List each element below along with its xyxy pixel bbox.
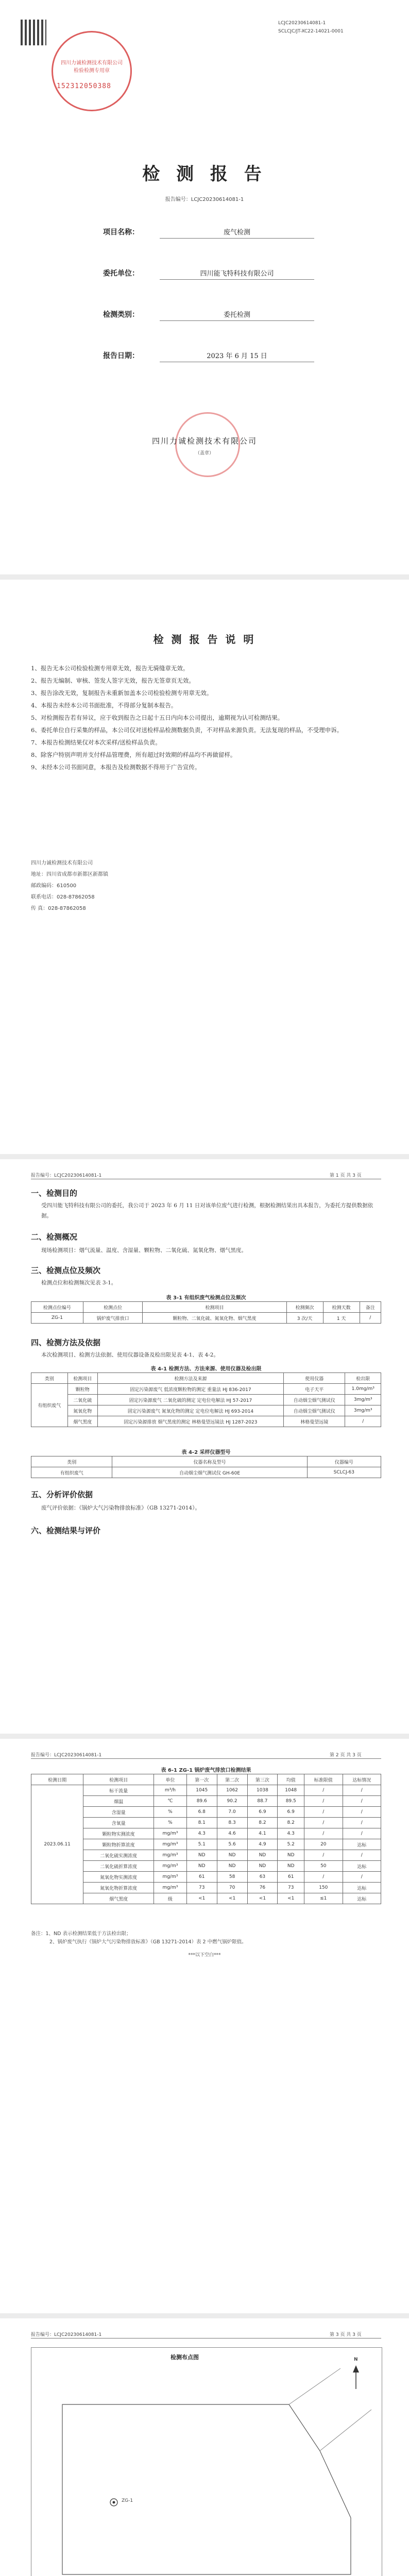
section-4-text: 本次检测项目、检测方法依据、使用仪器设备及检出限见表 4-1、表 4-2。 [41, 1352, 219, 1358]
section-2-text: 现场检测项目：烟气流量、温度、含湿量、颗粒物、二氧化硫、氮氧化物、烟气黑度。 [41, 1247, 247, 1253]
table-row [31, 1785, 381, 1796]
table-cell: 二氧化硫折算浓度 [83, 1861, 154, 1872]
table-row [31, 1796, 381, 1807]
column-header: 标准限值 [304, 1774, 343, 1785]
table-cell: 8.3 [217, 1818, 247, 1828]
table-cell: 达标 [343, 1883, 381, 1893]
content-page-1 [0, 1159, 409, 1734]
table-row [31, 1467, 381, 1478]
table-cell: 5.1 [186, 1839, 217, 1850]
notes-title: 检 测 报 告 说 明 [153, 633, 256, 646]
section-3-title: 三、检测点位及频次 [31, 1266, 101, 1275]
column-header: 备注 [360, 1302, 381, 1313]
road-line [289, 2368, 340, 2404]
table-cell: 1048 [278, 1785, 304, 1796]
field-label: 项目名称： [103, 228, 139, 236]
table-cell: 二氧化硫实测浓度 [83, 1850, 154, 1861]
table-cell: 8.1 [186, 1818, 217, 1828]
table-row [31, 1872, 381, 1883]
company-name: 四川力诚检测技术有限公司 [151, 436, 257, 446]
building-outline [62, 2404, 351, 2574]
field-label: 委托单位： [103, 269, 139, 278]
table-cell: 5.6 [217, 1839, 247, 1850]
content-page-2 [0, 1739, 409, 2313]
note-item: 2、报告无编制、审核、签发人签字无效，报告无签章页无效。 [31, 677, 195, 684]
field-label: 报告日期： [103, 352, 139, 360]
table-6-1-title: 表 6-1 ZG-1 锅炉废气排放口检测结果 [161, 1768, 251, 1773]
table-cell: / [343, 1872, 381, 1883]
notes-list [31, 662, 381, 773]
field-project [103, 227, 330, 240]
table-header-row [31, 1373, 381, 1384]
table-row [31, 1405, 381, 1416]
table-cell: ND [217, 1850, 247, 1861]
table-cell: 1062 [217, 1785, 247, 1796]
column-header: 检测天数 [323, 1302, 360, 1313]
table-note-1: 备注：1、ND 表示检测结果低于方法检出限； [31, 1931, 131, 1937]
table-row [31, 1861, 381, 1872]
table-cell: 固定污染源排放 烟气黑度的测定 林格曼望远镜法 HJ 1287-2023 [98, 1416, 284, 1427]
site-map [31, 2347, 382, 2576]
table-cell: / [343, 1828, 381, 1839]
stamp-code: 152312050388 [57, 82, 111, 90]
contact-fax: 传 真：028-87862058 [31, 906, 86, 911]
column-header: 第三次 [247, 1774, 278, 1785]
column-header: 第二次 [217, 1774, 247, 1785]
table-cell: 氮氧化物 [67, 1405, 97, 1416]
table-header-row [31, 1456, 381, 1467]
note-item: 9、未经本公司书面同意，本报告及检测数据不得用于广告宣传。 [31, 764, 201, 771]
table-row [31, 1384, 381, 1395]
table-cell: 150 [304, 1883, 343, 1893]
table-cell: / [343, 1785, 381, 1796]
table-cell: 固定污染源废气 二氧化硫的测定 定电位电解法 HJ 57-2017 [98, 1395, 284, 1405]
table-cell: 73 [186, 1883, 217, 1893]
table-cell: <1 [186, 1893, 217, 1904]
table-cell: 1.0mg/m³ [345, 1384, 381, 1395]
table-4-2-title: 表 4-2 采样仪器型号 [181, 1450, 231, 1455]
column-header: 仪器编号 [307, 1456, 381, 1467]
table-cell: mg/m³ [154, 1828, 186, 1839]
table-cell: / [304, 1807, 343, 1818]
column-header: 检测频次 [286, 1302, 323, 1313]
table-cell: ND [217, 1861, 247, 1872]
table-cell: ND [247, 1850, 278, 1861]
table-row [31, 1850, 381, 1861]
contact-block [31, 858, 108, 914]
note-item: 3、报告涂改无效，复制报告未重新加盖本公司检验检测专用章无效。 [31, 689, 213, 697]
table-cell: mg/m³ [154, 1839, 186, 1850]
table-row [31, 1313, 381, 1324]
table-cell: 林格曼望远镜 [284, 1416, 345, 1427]
table-cell: 5.2 [278, 1839, 304, 1850]
table-cell: 88.7 [247, 1796, 278, 1807]
note-item: 4、本报告未经本公司书面批准，不得部分复制本报告。 [31, 702, 177, 709]
report-no-top: LCJC20230614081-1 [278, 21, 326, 26]
table-4-1-title: 表 4-1 检测方法、方法来源、使用仪器及检出限 [150, 1366, 262, 1372]
table-cell: m³/h [154, 1785, 186, 1796]
table-cell: 58 [217, 1872, 247, 1883]
company-sub: （盖章） [195, 451, 214, 456]
blank-marker: ***以下空白*** [188, 1953, 221, 1958]
table-cell: 锅炉废气排放口 [83, 1313, 143, 1324]
table-cell: 氮氧化物实测浓度 [83, 1872, 154, 1883]
table-cell: / [304, 1828, 343, 1839]
table-cell: 固定污染源废气 低浓度颗粒物的测定 重量法 HJ 836-2017 [98, 1384, 284, 1395]
section-4-title: 四、检测方法及依据 [31, 1338, 101, 1347]
column-header: 单位 [154, 1774, 186, 1785]
table-3-1 [31, 1301, 381, 1324]
table-cell: 1045 [186, 1785, 217, 1796]
contact-company: 四川力诚检测技术有限公司 [31, 860, 93, 866]
table-cell: mg/m³ [154, 1861, 186, 1872]
table-cell: 自动烟尘烟气测试仪 [284, 1395, 345, 1405]
column-header: 均值 [278, 1774, 304, 1785]
table-cell: 含氧量 [83, 1818, 154, 1828]
note-item: 5、对检测报告若有异议，应于收到报告之日起十五日内向本公司提出，逾期视为认可检测结果。 [31, 714, 284, 721]
table-cell: 达标 [343, 1839, 381, 1850]
table-cell: 6.9 [278, 1807, 304, 1818]
table-cell: ND [278, 1850, 304, 1861]
north-label: N [354, 2357, 358, 2362]
table-cell: 6.9 [247, 1807, 278, 1818]
column-header: 检测点位 [83, 1302, 143, 1313]
table-cell: 6.8 [186, 1807, 217, 1818]
qr-code [21, 20, 46, 45]
table-cell: / [360, 1313, 381, 1324]
table-cell: 级 [154, 1893, 186, 1904]
section-5-text: 废气评价依据：《锅炉大气污染物排放标准》（GB 13271-2014）。 [41, 1505, 200, 1511]
column-header: 使用仪器 [284, 1373, 345, 1384]
road-line [320, 2410, 371, 2451]
sampling-point-dot [113, 2501, 115, 2504]
table-cell: 3mg/m³ [345, 1395, 381, 1405]
section-6-title: 六、检测结果与评价 [31, 1526, 101, 1535]
table-cell: 50 [304, 1861, 343, 1872]
report-no-top2: SCLCJC/JT-XC22-14021-0001 [278, 29, 344, 34]
table-cell: / [304, 1872, 343, 1883]
table-cell: 含湿量 [83, 1807, 154, 1818]
section-1-text: 受四川能飞特科技有限公司的委托，我公司于 2023 年 6 月 11 日对该单位废气进行检测，根据检测结果出具本报告，为委托方提供数据依据。 [41, 1202, 373, 1219]
table-cell: / [304, 1850, 343, 1861]
table-cell: <1 [278, 1893, 304, 1904]
table-cell: 63 [247, 1872, 278, 1883]
section-1-title: 一、检测目的 [31, 1189, 78, 1198]
table-cell: 有组织废气 [31, 1384, 68, 1427]
table-cell: <1 [247, 1893, 278, 1904]
table-cell: 8.2 [247, 1818, 278, 1828]
north-arrow-head [353, 2365, 359, 2372]
column-header: 达标情况 [343, 1774, 381, 1785]
table-cell: 颗粒物、二氧化硫、氮氧化物、烟气黑度 [143, 1313, 286, 1324]
column-header: 检测项目 [67, 1373, 97, 1384]
field-category [103, 309, 330, 323]
table-cell: 89.5 [278, 1796, 304, 1807]
note-item: 8、除客户特别声明并支付样品管理费，所有超过时效期的样品均不再做留样。 [31, 751, 236, 758]
column-header: 检测项目 [83, 1774, 154, 1785]
table-cell: 电子天平 [284, 1384, 345, 1395]
table-cell: 89.6 [186, 1796, 217, 1807]
table-4-1 [31, 1372, 381, 1427]
column-header: 检测点位编号 [31, 1302, 83, 1313]
table-cell: 烟气黑度 [83, 1893, 154, 1904]
map-title: 检测布点图 [171, 2354, 199, 2361]
table-cell: 70 [217, 1883, 247, 1893]
page-header-no: 报告编号：LCJC20230614081-1 [31, 1173, 102, 1178]
table-row [31, 1395, 381, 1405]
table-cell: 4.1 [247, 1828, 278, 1839]
table-row [31, 1818, 381, 1828]
table-row [31, 1893, 381, 1904]
table-cell: ND [247, 1861, 278, 1872]
table-cell: SCLCJ-63 [307, 1467, 381, 1478]
table-cell: / [343, 1850, 381, 1861]
table-cell: 二氧化硫 [67, 1395, 97, 1405]
table-cell: 氮氧化物折算浓度 [83, 1883, 154, 1893]
column-header: 类别 [31, 1456, 112, 1467]
contact-postcode: 邮政编码：610500 [31, 883, 77, 889]
table-cell: 20 [304, 1839, 343, 1850]
column-header: 检测方法及来源 [98, 1373, 284, 1384]
cover-page [0, 0, 409, 574]
table-cell: 61 [278, 1872, 304, 1883]
table-cell: 固定污染源废气 氮氧化物的测定 定电位电解法 HJ 693-2014 [98, 1405, 284, 1416]
table-row [31, 1416, 381, 1427]
table-cell: 1038 [247, 1785, 278, 1796]
field-client [103, 268, 330, 281]
table-cell: 8.2 [278, 1818, 304, 1828]
table-cell: 76 [247, 1883, 278, 1893]
table-cell: ≤1 [304, 1893, 343, 1904]
table-cell: 2023.06.11 [31, 1785, 83, 1904]
table-cell: / [343, 1807, 381, 1818]
table-cell: 4.3 [186, 1828, 217, 1839]
table-cell: 4.3 [278, 1828, 304, 1839]
table-cell: 颗粒物 [67, 1384, 97, 1395]
note-item: 1、报告无本公司检验检测专用章无效，报告无骑缝章无效。 [31, 665, 189, 672]
table-cell: 3 次/天 [286, 1313, 323, 1324]
column-header: 第一次 [186, 1774, 217, 1785]
table-cell: ℃ [154, 1796, 186, 1807]
section-3-text: 检测点位和检测频次见表 3-1。 [41, 1280, 117, 1286]
seal-text: 四川力诚检测技术有限公司 检验检测专用章 [61, 60, 123, 74]
cover-title: 检 测 报 告 [142, 164, 267, 184]
table-cell: 自动烟尘烟气测试仪 [284, 1405, 345, 1416]
table-cell: 达标 [343, 1893, 381, 1904]
table-cell: mg/m³ [154, 1883, 186, 1893]
table-row [31, 1807, 381, 1818]
table-header-row [31, 1302, 381, 1313]
table-cell: / [304, 1796, 343, 1807]
table-3-1-title: 表 3-1 有组织废气检测点位及频次 [166, 1295, 246, 1301]
table-cell: 达标 [343, 1861, 381, 1872]
table-cell: 烟气黑度 [67, 1416, 97, 1427]
table-cell: 颗粒物折算浓度 [83, 1839, 154, 1850]
section-5-title: 五、分析评价依据 [31, 1490, 93, 1499]
notes-page [0, 580, 409, 1154]
table-cell: ZG-1 [31, 1313, 83, 1324]
page-header-page: 第 3 页 共 3 页 [330, 2332, 362, 2337]
contact-phone: 联系电话：028-87862058 [31, 894, 95, 900]
table-cell: 90.2 [217, 1796, 247, 1807]
table-cell: 颗粒物实测浓度 [83, 1828, 154, 1839]
red-seal [52, 31, 132, 111]
column-header: 检出限 [345, 1373, 381, 1384]
table-row [31, 1828, 381, 1839]
table-row [31, 1839, 381, 1850]
table-6-1 [31, 1774, 381, 1904]
field-value: 委托检测 [223, 311, 250, 319]
table-cell: / [345, 1416, 381, 1427]
table-cell: ND [186, 1850, 217, 1861]
column-header: 类别 [31, 1373, 68, 1384]
column-header: 检测日期 [31, 1774, 83, 1785]
contact-address: 地址：四川省成都市新都区新都镇 [31, 872, 108, 877]
table-cell: % [154, 1807, 186, 1818]
column-header: 检测项目 [143, 1302, 286, 1313]
table-4-2 [31, 1456, 381, 1478]
table-cell: 3mg/m³ [345, 1405, 381, 1416]
table-cell: / [343, 1796, 381, 1807]
table-header-row [31, 1774, 381, 1785]
field-date [103, 350, 330, 364]
table-cell: ND [278, 1861, 304, 1872]
table-cell: 烟温 [83, 1796, 154, 1807]
table-cell: / [304, 1818, 343, 1828]
page-header-page: 第 1 页 共 3 页 [330, 1173, 362, 1178]
table-cell: 有组织废气 [31, 1467, 112, 1478]
table-cell: 自动烟尘烟气测试仪 GH-60E [112, 1467, 307, 1478]
table-cell: 标干流量 [83, 1785, 154, 1796]
content-page-3 [0, 2318, 409, 2576]
table-cell: ND [186, 1861, 217, 1872]
note-item: 6、委托单位自行采集的样品，本公司仅对送检样品检测数据负责，不对样品来源负责。无法复现的样品，不受理申诉。 [31, 726, 343, 734]
table-cell: 4.9 [247, 1839, 278, 1850]
page-header-no: 报告编号：LCJC20230614081-1 [31, 2332, 102, 2337]
field-value: 废气检测 [223, 229, 250, 236]
page-header-no: 报告编号：LCJC20230614081-1 [31, 1753, 102, 1758]
table-cell: 4.6 [217, 1828, 247, 1839]
note-item: 7、本报告检测结果仅对本次采样/送检样品负责。 [31, 739, 161, 746]
field-value: 2023 年 6 月 15 日 [207, 352, 267, 360]
point-label: ZG-1 [122, 2498, 133, 2503]
table-cell: 1 天 [323, 1313, 360, 1324]
table-cell: <1 [217, 1893, 247, 1904]
map-drawing [31, 2348, 382, 2576]
table-cell: / [304, 1785, 343, 1796]
field-value: 四川能飞特科技有限公司 [200, 270, 274, 278]
report-no-line: 报告编号：LCJC20230614081-1 [165, 197, 244, 202]
table-cell: 7.0 [217, 1807, 247, 1818]
column-header: 仪器名称及型号 [112, 1456, 307, 1467]
table-cell: / [343, 1818, 381, 1828]
section-2-title: 二、检测概况 [31, 1232, 78, 1242]
table-cell: 61 [186, 1872, 217, 1883]
table-row [31, 1883, 381, 1893]
table-note-2: 2、锅炉废气执行《锅炉大气污染物排放标准》（GB 13271-2014）表 2 中燃气锅炉限值。 [49, 1939, 247, 1945]
table-cell: % [154, 1818, 186, 1828]
field-label: 检测类别： [103, 311, 139, 319]
table-cell: 73 [278, 1883, 304, 1893]
table-cell: mg/m³ [154, 1872, 186, 1883]
table-cell: mg/m³ [154, 1850, 186, 1861]
page-header-page: 第 2 页 共 3 页 [330, 1753, 362, 1758]
